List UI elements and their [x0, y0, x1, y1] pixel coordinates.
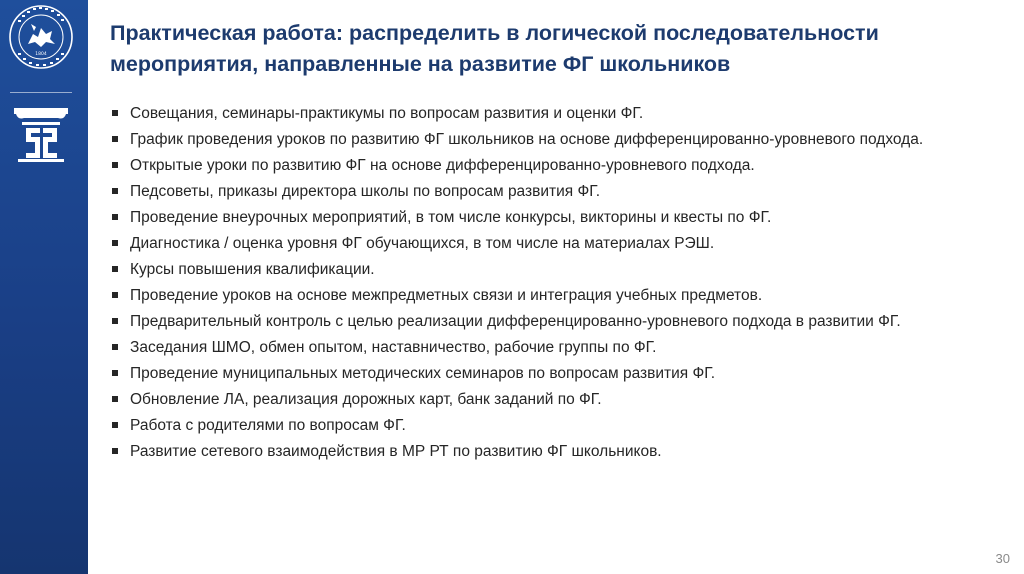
list-item [110, 337, 990, 358]
list-item [110, 389, 990, 410]
bullet-icon [112, 292, 118, 298]
university-seal-icon [8, 4, 74, 70]
list-item-text: Развитие сетевого взаимодействия в МР РТ по развитию ФГ школьников. [130, 443, 662, 460]
list-item [110, 233, 990, 254]
list-item-text: Курсы повышения квалификации. [130, 261, 375, 278]
bullet-icon [112, 162, 118, 168]
list-item [110, 207, 990, 228]
bullet-icon [112, 370, 118, 376]
bullet-icon [112, 240, 118, 246]
list-item-text: Педсоветы, приказы директора школы по вопросам развития ФГ. [130, 183, 601, 200]
svg-text:1804: 1804 [35, 52, 47, 57]
slide-title-line-1: Практическая работа: распределить в логической последовательности [110, 21, 879, 45]
sidebar [0, 0, 88, 574]
list-item-text: Обновление ЛА, реализация дорожных карт, банк заданий по ФГ. [130, 391, 602, 408]
list-item [110, 363, 990, 384]
list-item [110, 181, 990, 202]
list-item [110, 155, 990, 176]
bullet-list [110, 103, 990, 467]
list-item-text: Работа с родителями по вопросам ФГ. [130, 417, 406, 434]
bullet-icon [112, 110, 118, 116]
bullet-icon [112, 344, 118, 350]
list-item-text: Проведение муниципальных методических семинаров по вопросам развития ФГ. [130, 365, 716, 382]
bullet-icon [112, 214, 118, 220]
list-item [110, 129, 990, 150]
column-monogram-icon [12, 106, 70, 162]
sidebar-divider [10, 92, 72, 93]
list-item-text: Проведение внеурочных мероприятий, в том числе конкурсы, викторины и квесты по ФГ. [130, 209, 772, 226]
bullet-icon [112, 136, 118, 142]
bullet-icon [112, 266, 118, 272]
bullet-icon [112, 318, 118, 324]
list-item-text: Открытые уроки по развитию ФГ на основе дифференцированно-уровневого подхода. [130, 157, 755, 174]
list-item-text: Предварительный контроль с целью реализации дифференцированно-уровневого подхода в развитии ФГ. [130, 313, 901, 330]
bullet-icon [112, 188, 118, 194]
list-item-text: Проведение уроков на основе межпредметных связи и интеграция учебных предметов. [130, 287, 763, 304]
list-item-text: Диагностика / оценка уровня ФГ обучающихся, в том числе на материалах РЭШ. [130, 235, 715, 252]
bullet-icon [112, 422, 118, 428]
bullet-icon [112, 396, 118, 402]
list-item-text: Совещания, семинары-практикумы по вопросам развития и оценки ФГ. [130, 105, 644, 122]
page-number: 30 [995, 551, 1010, 566]
list-item [110, 311, 990, 332]
list-item [110, 441, 990, 462]
slide-title-line-2: мероприятия, направленные на развитие ФГ школьников [110, 52, 731, 76]
list-item [110, 259, 990, 280]
slide-title [110, 18, 990, 80]
list-item [110, 285, 990, 306]
list-item [110, 103, 990, 124]
bullet-icon [112, 448, 118, 454]
list-item-text: Заседания ШМО, обмен опытом, наставничество, рабочие группы по ФГ. [130, 339, 657, 356]
list-item [110, 415, 990, 436]
list-item-text: График проведения уроков по развитию ФГ школьников на основе дифференцированно-уровневого подхода. [130, 131, 924, 148]
